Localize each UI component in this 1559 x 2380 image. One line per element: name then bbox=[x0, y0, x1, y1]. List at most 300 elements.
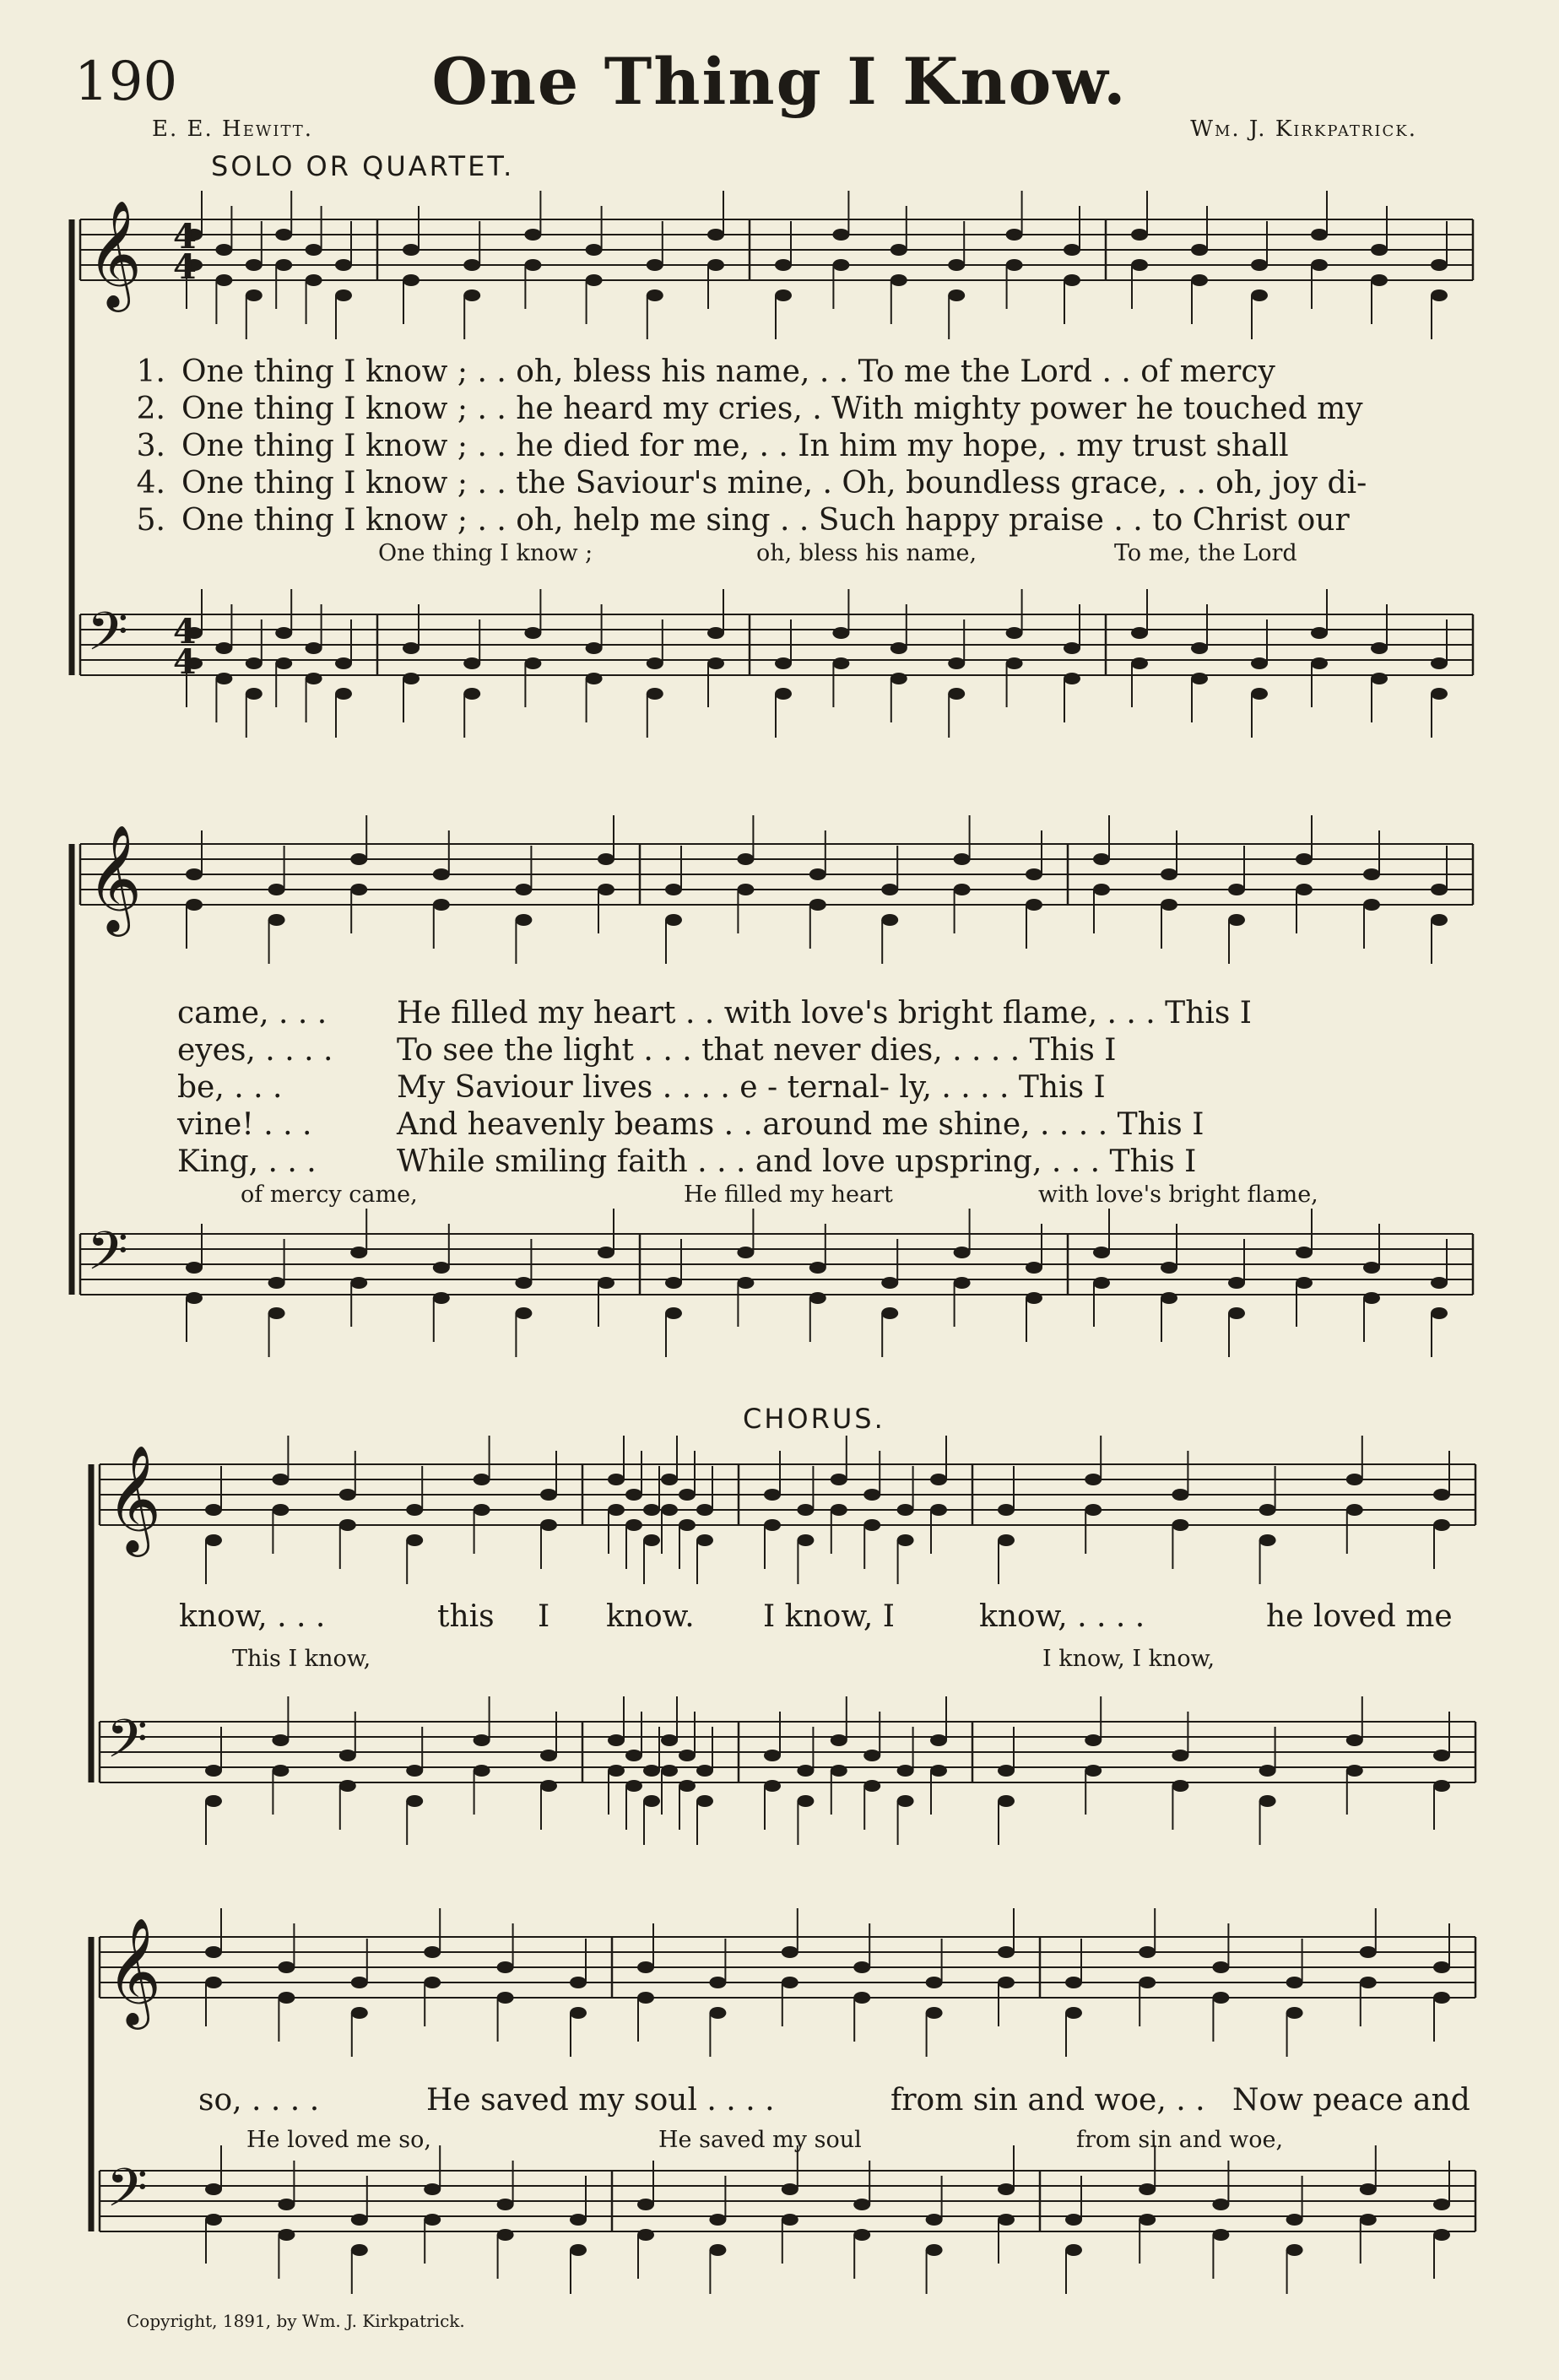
note-head bbox=[831, 1734, 847, 1746]
note-head bbox=[665, 914, 682, 926]
note-head bbox=[268, 884, 285, 895]
note-head bbox=[797, 1534, 814, 1546]
note-head bbox=[930, 1474, 947, 1485]
note-head bbox=[1431, 259, 1448, 271]
note-head bbox=[679, 1780, 696, 1792]
note-head bbox=[351, 2007, 368, 2019]
note-head bbox=[643, 1765, 660, 1777]
note-head bbox=[863, 1519, 880, 1531]
note-head bbox=[205, 2214, 222, 2226]
note-head bbox=[205, 2183, 222, 2195]
note-head bbox=[775, 289, 792, 301]
note-head bbox=[832, 657, 849, 669]
bass-words: He filled my heart bbox=[684, 1182, 893, 1208]
note-head bbox=[335, 259, 352, 271]
verse-line: One thing I know ; . . he heard my cries, . With mighty power he touched my bbox=[181, 392, 1363, 426]
note-head bbox=[246, 259, 263, 271]
note-head bbox=[1433, 1750, 1450, 1761]
note-head bbox=[954, 1247, 971, 1258]
note-head bbox=[1161, 1262, 1177, 1274]
note-head bbox=[1296, 884, 1313, 895]
note-head bbox=[246, 289, 263, 301]
bass-words: of mercy came, bbox=[241, 1182, 418, 1208]
note-head bbox=[278, 2199, 295, 2210]
note-head bbox=[350, 1247, 367, 1258]
note-head bbox=[643, 1795, 660, 1807]
note-head bbox=[998, 1977, 1015, 1988]
note-head bbox=[782, 1946, 798, 1958]
note-head bbox=[1093, 1247, 1110, 1258]
note-head bbox=[679, 1489, 696, 1501]
note-head bbox=[1093, 853, 1110, 865]
note-head bbox=[1311, 627, 1328, 639]
note-head bbox=[1172, 1750, 1188, 1761]
note-head bbox=[497, 1961, 514, 1973]
note-head bbox=[954, 1277, 971, 1289]
note-head bbox=[1346, 1504, 1363, 1516]
note-head bbox=[403, 244, 420, 256]
note-head bbox=[948, 657, 965, 669]
note-head bbox=[897, 1534, 914, 1546]
note-head bbox=[1212, 1961, 1229, 1973]
note-head bbox=[1212, 1992, 1229, 2004]
note-head bbox=[1064, 244, 1080, 256]
note-head bbox=[205, 1946, 222, 1958]
note-head bbox=[948, 259, 965, 271]
note-head bbox=[205, 1977, 222, 1988]
note-head bbox=[930, 1734, 947, 1746]
note-head bbox=[515, 914, 532, 926]
note-head bbox=[272, 1504, 289, 1516]
note-head bbox=[853, 2229, 870, 2241]
note-head bbox=[1431, 688, 1448, 700]
note-head bbox=[696, 1534, 713, 1546]
note-head bbox=[809, 899, 826, 911]
note-head bbox=[764, 1489, 781, 1501]
verse-line: My Saviour lives . . . . e - ternal- ly, . . . . This I bbox=[397, 1070, 1106, 1105]
note-head bbox=[474, 1474, 490, 1485]
note-head bbox=[637, 1961, 654, 1973]
chorus-lyric: Now peace and bbox=[1232, 2083, 1470, 2118]
note-head bbox=[275, 259, 292, 271]
note-head bbox=[1346, 1734, 1363, 1746]
note-head bbox=[1026, 899, 1042, 911]
note-head bbox=[586, 274, 603, 286]
note-head bbox=[433, 1292, 450, 1304]
note-head bbox=[679, 1750, 696, 1761]
note-head bbox=[1251, 259, 1268, 271]
note-head bbox=[1006, 627, 1023, 639]
note-head bbox=[497, 1992, 514, 2004]
chorus-lyric: from sin and woe, . . bbox=[890, 2083, 1205, 2118]
note-head bbox=[215, 244, 232, 256]
note-head bbox=[737, 853, 754, 865]
note-head bbox=[881, 1307, 898, 1319]
chorus-lyric: know, . . . . bbox=[979, 1599, 1145, 1634]
note-head bbox=[637, 2229, 654, 2241]
note-head bbox=[665, 884, 682, 895]
note-head bbox=[737, 1277, 754, 1289]
note-head bbox=[1161, 868, 1177, 880]
note-head bbox=[1131, 259, 1148, 271]
note-head bbox=[215, 673, 232, 684]
note-head bbox=[598, 884, 614, 895]
verse-line-start: eyes, . . . . bbox=[177, 1033, 333, 1068]
note-head bbox=[339, 1519, 356, 1531]
note-head bbox=[881, 1277, 898, 1289]
bass-words: oh, bless his name, bbox=[756, 540, 977, 566]
note-head bbox=[1371, 642, 1388, 654]
note-head bbox=[1172, 1519, 1188, 1531]
note-head bbox=[679, 1519, 696, 1531]
note-head bbox=[665, 1307, 682, 1319]
note-head bbox=[764, 1750, 781, 1761]
note-head bbox=[647, 688, 663, 700]
verse-line: One thing I know ; . . oh, bless his name, . . To me the Lord . . of mercy bbox=[181, 354, 1275, 389]
note-head bbox=[540, 1780, 557, 1792]
note-head bbox=[1139, 2214, 1156, 2226]
bass-clef: 𝄢 bbox=[87, 1220, 128, 1295]
note-head bbox=[586, 642, 603, 654]
chorus-lyric: he loved me bbox=[1266, 1599, 1453, 1634]
note-head bbox=[215, 642, 232, 654]
note-head bbox=[1139, 1977, 1156, 1988]
treble-clef: 𝄞 bbox=[106, 1917, 162, 2025]
note-head bbox=[540, 1519, 557, 1531]
note-head bbox=[647, 289, 663, 301]
note-head bbox=[515, 1277, 532, 1289]
note-head bbox=[406, 1765, 423, 1777]
note-head bbox=[463, 259, 480, 271]
verse-line: One thing I know ; . . he died for me, . . In him my hope, . my trust shall bbox=[181, 429, 1289, 463]
note-head bbox=[306, 274, 322, 286]
note-head bbox=[351, 2244, 368, 2256]
note-head bbox=[1006, 657, 1023, 669]
note-head bbox=[625, 1489, 642, 1501]
page-number: 190 bbox=[74, 51, 178, 113]
note-head bbox=[696, 1795, 713, 1807]
note-head bbox=[890, 274, 907, 286]
note-head bbox=[863, 1489, 880, 1501]
note-head bbox=[275, 657, 292, 669]
note-head bbox=[809, 1262, 826, 1274]
note-head bbox=[881, 914, 898, 926]
note-head bbox=[524, 657, 541, 669]
note-head bbox=[1371, 244, 1388, 256]
bass-words: He loved me so, bbox=[246, 2127, 431, 2153]
note-head bbox=[782, 2214, 798, 2226]
note-head bbox=[1064, 642, 1080, 654]
performance-direction: SOLO OR QUARTET. bbox=[211, 150, 515, 182]
note-head bbox=[625, 1750, 642, 1761]
note-head bbox=[1286, 1977, 1303, 1988]
note-head bbox=[598, 853, 614, 865]
note-head bbox=[926, 2214, 943, 2226]
note-head bbox=[1431, 657, 1448, 669]
note-head bbox=[1251, 688, 1268, 700]
note-head bbox=[1191, 673, 1208, 684]
note-head bbox=[764, 1780, 781, 1792]
note-head bbox=[897, 1795, 914, 1807]
verse-line: To see the light . . . that never dies, . . . . This I bbox=[397, 1033, 1117, 1068]
note-head bbox=[275, 627, 292, 639]
composer-credit: Wm. J. Kirkpatrick. bbox=[1190, 116, 1417, 142]
note-head bbox=[1360, 2214, 1377, 2226]
note-head bbox=[1065, 1977, 1082, 1988]
note-head bbox=[205, 1795, 222, 1807]
bass-clef: 𝄢 bbox=[106, 2156, 148, 2231]
note-head bbox=[998, 1504, 1015, 1516]
note-head bbox=[275, 229, 292, 241]
verse-line-start: King, . . . bbox=[177, 1144, 317, 1179]
bass-words: To me, the Lord bbox=[1114, 540, 1297, 566]
note-head bbox=[433, 1262, 450, 1274]
note-head bbox=[890, 673, 907, 684]
note-head bbox=[1006, 259, 1023, 271]
note-head bbox=[1346, 1765, 1363, 1777]
note-head bbox=[1259, 1534, 1276, 1546]
note-head bbox=[797, 1504, 814, 1516]
note-head bbox=[930, 1765, 947, 1777]
note-head bbox=[661, 1474, 678, 1485]
note-head bbox=[707, 657, 724, 669]
note-head bbox=[863, 1780, 880, 1792]
note-head bbox=[1085, 1504, 1102, 1516]
note-head bbox=[1433, 2199, 1450, 2210]
note-head bbox=[406, 1534, 423, 1546]
note-head bbox=[1259, 1504, 1276, 1516]
verse-line-start: vine! . . . bbox=[177, 1107, 312, 1142]
note-head bbox=[709, 2244, 726, 2256]
note-head bbox=[1065, 2244, 1082, 2256]
note-head bbox=[709, 1977, 726, 1988]
note-head bbox=[1139, 2183, 1156, 2195]
note-head bbox=[1433, 1780, 1450, 1792]
note-head bbox=[497, 2229, 514, 2241]
note-head bbox=[474, 1504, 490, 1516]
bass-words: This I know, bbox=[232, 1646, 371, 1672]
note-head bbox=[268, 1307, 285, 1319]
verse-line-start: be, . . . bbox=[177, 1070, 283, 1105]
note-head bbox=[1431, 884, 1448, 895]
note-head bbox=[637, 2199, 654, 2210]
note-head bbox=[1296, 853, 1313, 865]
note-head bbox=[1228, 884, 1245, 895]
note-head bbox=[306, 244, 322, 256]
verse-line: While smiling faith . . . and love upspring, . . . This I bbox=[397, 1144, 1197, 1179]
note-head bbox=[737, 884, 754, 895]
note-head bbox=[998, 2183, 1015, 2195]
note-head bbox=[1085, 1765, 1102, 1777]
bass-clef: 𝄢 bbox=[87, 600, 128, 675]
treble-clef: 𝄞 bbox=[87, 824, 143, 932]
note-head bbox=[1259, 1765, 1276, 1777]
note-head bbox=[403, 274, 420, 286]
note-head bbox=[926, 2007, 943, 2019]
note-head bbox=[608, 1504, 625, 1516]
note-head bbox=[497, 2199, 514, 2210]
note-head bbox=[474, 1734, 490, 1746]
note-head bbox=[268, 1277, 285, 1289]
note-head bbox=[339, 1489, 356, 1501]
note-head bbox=[246, 657, 263, 669]
bass-words: from sin and woe, bbox=[1076, 2127, 1284, 2153]
note-head bbox=[570, 1977, 587, 1988]
note-head bbox=[1251, 657, 1268, 669]
note-head bbox=[696, 1504, 713, 1516]
note-head bbox=[598, 1247, 614, 1258]
note-head bbox=[1360, 2183, 1377, 2195]
note-head bbox=[1431, 289, 1448, 301]
note-head bbox=[608, 1765, 625, 1777]
note-head bbox=[403, 642, 420, 654]
note-head bbox=[1191, 274, 1208, 286]
note-head bbox=[948, 688, 965, 700]
note-head bbox=[1093, 1277, 1110, 1289]
note-head bbox=[608, 1734, 625, 1746]
note-head bbox=[890, 244, 907, 256]
note-head bbox=[1064, 274, 1080, 286]
note-head bbox=[1431, 1307, 1448, 1319]
note-head bbox=[832, 229, 849, 241]
note-head bbox=[1360, 1977, 1377, 1988]
note-head bbox=[998, 2214, 1015, 2226]
note-head bbox=[1433, 1961, 1450, 1973]
note-head bbox=[647, 657, 663, 669]
note-head bbox=[433, 868, 450, 880]
note-head bbox=[1431, 914, 1448, 926]
note-head bbox=[474, 1765, 490, 1777]
verse-number: 5. bbox=[136, 503, 165, 538]
note-head bbox=[775, 259, 792, 271]
note-head bbox=[1286, 2007, 1303, 2019]
chorus-label: CHORUS. bbox=[743, 1403, 885, 1435]
note-head bbox=[350, 884, 367, 895]
note-head bbox=[831, 1504, 847, 1516]
chorus-lyric: so, . . . . bbox=[198, 2083, 320, 2118]
note-head bbox=[424, 1977, 441, 1988]
note-head bbox=[1065, 2007, 1082, 2019]
note-head bbox=[1161, 1292, 1177, 1304]
note-head bbox=[853, 2199, 870, 2210]
note-head bbox=[1286, 2214, 1303, 2226]
note-head bbox=[707, 229, 724, 241]
note-head bbox=[1311, 259, 1328, 271]
note-head bbox=[1311, 229, 1328, 241]
note-head bbox=[1251, 289, 1268, 301]
verse-line: One thing I know ; . . oh, help me sing . . Such happy praise . . to Christ our bbox=[181, 503, 1350, 538]
note-head bbox=[1286, 2244, 1303, 2256]
verse-number: 2. bbox=[136, 392, 165, 426]
note-head bbox=[1191, 244, 1208, 256]
chorus-lyric: He saved my soul . . . . bbox=[426, 2083, 775, 2118]
copyright-notice: Copyright, 1891, by Wm. J. Kirkpatrick. bbox=[127, 2311, 465, 2331]
note-head bbox=[1363, 1292, 1380, 1304]
note-head bbox=[1139, 1946, 1156, 1958]
note-head bbox=[272, 1765, 289, 1777]
note-head bbox=[948, 289, 965, 301]
chorus-lyric: I bbox=[538, 1599, 550, 1634]
time-signature-digit: 4 bbox=[173, 612, 197, 652]
note-head bbox=[570, 2244, 587, 2256]
note-head bbox=[797, 1765, 814, 1777]
note-head bbox=[586, 673, 603, 684]
note-head bbox=[661, 1734, 678, 1746]
treble-clef: 𝄞 bbox=[87, 199, 143, 307]
note-head bbox=[1026, 1292, 1042, 1304]
note-head bbox=[661, 1765, 678, 1777]
note-head bbox=[1093, 884, 1110, 895]
note-head bbox=[1131, 229, 1148, 241]
note-head bbox=[890, 642, 907, 654]
note-head bbox=[339, 1750, 356, 1761]
note-head bbox=[707, 627, 724, 639]
note-head bbox=[1161, 899, 1177, 911]
note-head bbox=[625, 1780, 642, 1792]
note-head bbox=[205, 1504, 222, 1516]
note-head bbox=[998, 1946, 1015, 1958]
note-head bbox=[998, 1765, 1015, 1777]
note-head bbox=[1431, 1277, 1448, 1289]
note-head bbox=[1064, 673, 1080, 684]
note-head bbox=[1131, 657, 1148, 669]
note-head bbox=[1228, 1277, 1245, 1289]
note-head bbox=[335, 289, 352, 301]
verse-number: 4. bbox=[136, 466, 165, 500]
chorus-lyric: this bbox=[437, 1599, 495, 1634]
note-head bbox=[1228, 1307, 1245, 1319]
note-head bbox=[540, 1489, 557, 1501]
note-head bbox=[1433, 1992, 1450, 2004]
note-head bbox=[1191, 642, 1208, 654]
note-head bbox=[433, 899, 450, 911]
note-head bbox=[268, 914, 285, 926]
note-head bbox=[832, 627, 849, 639]
note-head bbox=[403, 673, 420, 684]
bass-words: He saved my soul bbox=[658, 2127, 862, 2153]
note-head bbox=[643, 1534, 660, 1546]
note-head bbox=[272, 1474, 289, 1485]
note-head bbox=[278, 1961, 295, 1973]
time-signature-digit: 4 bbox=[173, 247, 197, 287]
note-head bbox=[853, 1992, 870, 2004]
note-head bbox=[406, 1795, 423, 1807]
note-head bbox=[1026, 1262, 1042, 1274]
time-signature-digit: 4 bbox=[173, 217, 197, 257]
note-head bbox=[515, 884, 532, 895]
note-head bbox=[998, 1534, 1015, 1546]
note-head bbox=[598, 1277, 614, 1289]
verse-number: 3. bbox=[136, 429, 165, 463]
note-head bbox=[707, 259, 724, 271]
note-head bbox=[570, 2007, 587, 2019]
note-head bbox=[831, 1765, 847, 1777]
note-head bbox=[1228, 914, 1245, 926]
note-head bbox=[1065, 2214, 1082, 2226]
note-head bbox=[1172, 1489, 1188, 1501]
note-head bbox=[809, 868, 826, 880]
note-head bbox=[424, 1946, 441, 1958]
note-head bbox=[1131, 627, 1148, 639]
note-head bbox=[186, 899, 203, 911]
note-head bbox=[540, 1750, 557, 1761]
note-head bbox=[1311, 657, 1328, 669]
note-head bbox=[1363, 899, 1380, 911]
note-head bbox=[797, 1795, 814, 1807]
note-head bbox=[897, 1765, 914, 1777]
note-head bbox=[1346, 1474, 1363, 1485]
hymn-title: One Thing I Know. bbox=[431, 44, 1128, 119]
